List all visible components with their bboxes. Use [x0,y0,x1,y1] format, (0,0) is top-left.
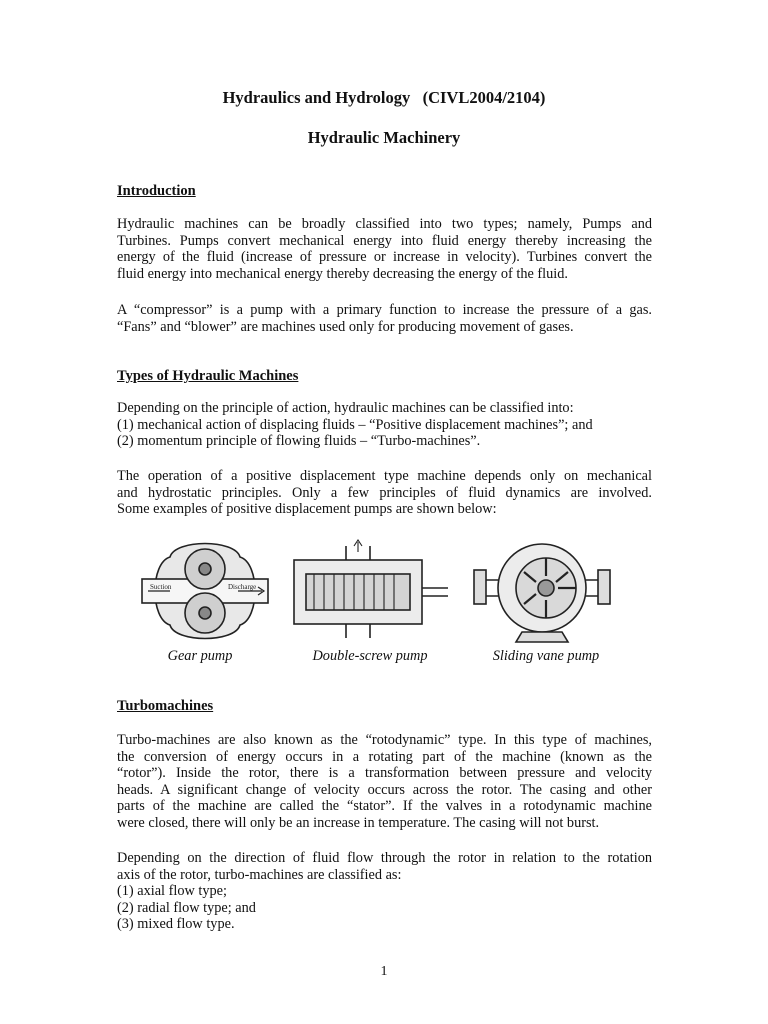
introduction-heading: Introduction [117,183,196,199]
turbomachines-paragraph-1 [117,732,652,831]
text-line: axis of the rotor, turbo-machines are classified as: [117,866,402,883]
list-item: (1) axial flow type; [117,883,227,899]
text-line: Turbo-machines are also known as the “rotodynamic” type. In this type of machines, [117,732,652,748]
text-line: “rotor”). Inside the rotor, there is a transformation between pressure and velocity [117,765,652,781]
text-line: energy of the fluid (increase of pressure or increase in velocity). Turbines convert the [117,249,652,265]
page-number: 1 [380,964,388,979]
list-item: (2) radial flow type; and [117,899,256,916]
text-line: Depending on the direction of fluid flow through the rotor in relation to the rotation [117,850,652,866]
text-line: fluid energy into mechanical energy thereby decreasing the energy of the fluid. [117,265,568,282]
turbomachines-heading: Turbomachines [117,698,214,714]
text-line: Turbines. Pumps convert mechanical energy into fluid energy thereby increasing the [117,232,652,249]
gear-pump-figure [140,535,270,647]
types-heading: Types of Hydraulic Machines [117,368,299,384]
list-item: (3) mixed flow type. [117,916,235,932]
text-line: Depending on the principle of action, hydraulic machines can be classified into: [117,400,574,416]
text-line: Hydraulic machines can be broadly classified into two types; namely, Pumps and [117,216,652,232]
text-line: and hydrostatic principles. Only a few principles of fluid dynamics are involved. [117,484,652,501]
text-line: Some examples of positive displacement pumps are shown below: [117,501,497,517]
text-line: were closed, there will only be an increase in temperature. The casing will not burst. [117,814,600,831]
sliding-vane-pump-caption: Sliding vane pump [492,648,600,664]
document-title: Hydraulic Machinery [307,128,461,147]
text-line: The operation of a positive displacement type machine depends only on mechanical [117,468,652,484]
text-line: parts of the machine are called the “stator”. If the valves in a rotodynamic machine [117,798,652,814]
gear-pump-caption: Gear pump [167,648,233,664]
course-title: Hydraulics and Hydrology (CIVL2004/2104) [222,88,546,107]
discharge-label: Discharge [228,583,257,591]
list-item: (1) mechanical action of displacing fluids – “Positive displacement machines”; and [117,416,593,433]
turbomachines-paragraph-2 [117,850,652,933]
text-line: heads. A significant change of velocity occurs across the rotor. The casing and other [117,781,652,798]
suction-label: Suction [150,583,172,591]
introduction-paragraph-2 [117,302,652,335]
types-paragraph [117,468,652,518]
list-item: (2) momentum principle of flowing fluids – “Turbo-machines”. [117,433,481,449]
introduction-paragraph-1 [117,216,652,282]
sliding-vane-pump-figure [472,536,612,646]
text-line: the conversion of energy occurs in a rotating part of the machine (known as the [117,748,652,765]
types-list [117,400,652,450]
text-line: “Fans” and “blower” are machines used only for producing movement of gases. [117,318,574,335]
text-line: A “compressor” is a pump with a primary function to increase the pressure of a gas. [117,302,652,318]
double-screw-pump-caption: Double-screw pump [312,648,428,664]
double-screw-pump-figure [288,538,456,646]
